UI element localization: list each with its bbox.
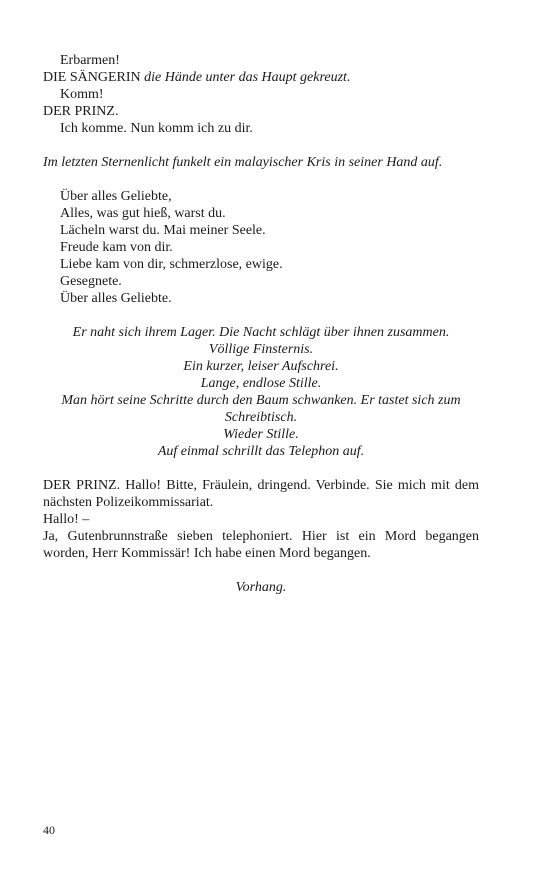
curtain-direction: Vorhang. (235, 580, 287, 595)
spacer (43, 307, 479, 324)
poem-line: Gesegnete. (60, 274, 122, 289)
stage-direction-line: Wieder Stille. (223, 427, 299, 442)
spacer (43, 171, 479, 188)
stage-direction-block (43, 324, 479, 460)
spacer (43, 562, 479, 579)
text-line: Komm! (60, 87, 104, 102)
stage-direction-inline: die Hände unter das Haupt gekreuzt. (144, 70, 351, 85)
poem-line: Über alles Geliebte, (60, 189, 172, 204)
speaker-name: DIE SÄNGERIN (43, 70, 141, 85)
poem-line: Liebe kam von dir, schmerzlose, ewige. (60, 257, 283, 272)
spacer (43, 137, 479, 154)
speaker-line (43, 69, 479, 86)
dialogue-paragraph: DER PRINZ. Hallo! Bitte, Fräulein, dringend. Verbinde. Sie mich mit dem nächsten Polizeikommissariat. (43, 478, 479, 510)
page-body (43, 52, 479, 596)
poem-line: Freude kam von dir. (60, 240, 173, 255)
poem (43, 188, 479, 307)
speaker-name: DER PRINZ. (43, 104, 119, 119)
poem-line: Lächeln warst du. Mai meiner Seele. (60, 223, 266, 238)
text-line: Erbarmen! (60, 53, 120, 68)
spacer (43, 460, 479, 477)
stage-direction-line: Man hört seine Schritte durch den Baum schwanken. Er tastet sich zum Schreibtisch. (61, 393, 461, 425)
stage-direction-line: Ein kurzer, leiser Aufschrei. (183, 359, 339, 374)
stage-direction-line: Auf einmal schrillt das Telephon auf. (157, 444, 365, 459)
poem-line: Alles, was gut hieß, warst du. (60, 206, 226, 221)
stage-direction-line: Völlige Finsternis. (208, 342, 314, 357)
dialogue-paragraph: Ja, Gutenbrunnstraße sieben telephoniert. Hier ist ein Mord begangen worden, Herr Kommissär! Ich habe einen Mord begangen. (43, 529, 479, 561)
stage-direction-line: Lange, endlose Stille. (200, 376, 322, 391)
page-number: 40 (43, 823, 55, 837)
stage-direction: Im letzten Sternenlicht funkelt ein malayischer Kris in seiner Hand auf. (43, 155, 443, 170)
text-line: Ich komme. Nun komm ich zu dir. (60, 121, 253, 136)
stage-direction-line: Er naht sich ihrem Lager. Die Nacht schlägt über ihnen zusammen. (72, 325, 450, 340)
dialogue-paragraph: Hallo! – (43, 512, 90, 527)
poem-line: Über alles Geliebte. (60, 291, 172, 306)
